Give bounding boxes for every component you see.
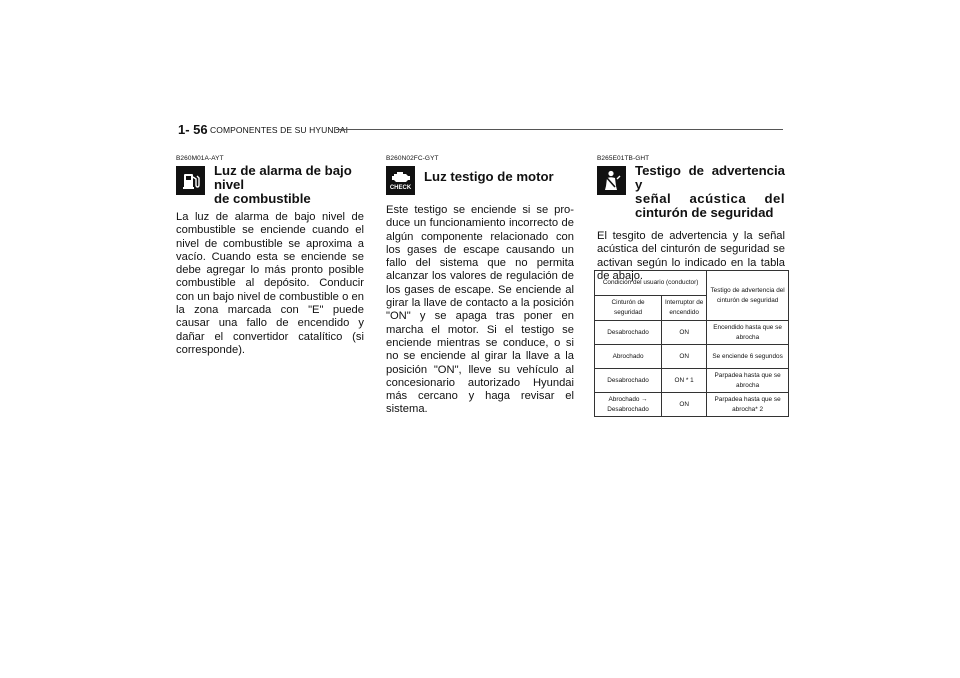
table-header-warning: Testigo de advertencia del cinturón de seguridad: [707, 271, 789, 321]
fuel-pump-icon: [176, 166, 205, 195]
section-body: Este testigo se enciende si se pro- duce un funcionamiento incorrecto de algún componente relacionado con los gases de escape causando un fallo del sistema que no permita alcanzar los valores de regulación de los gases de escape. Se enciende al girar la llave de contacto a la posición "ON" y se apaga tras poner en marcha el motor. Si el testigo se enciende mientras se conduce, o si no se enciende al girar la llave a la posición "ON", lleve su vehículo al concesionario autorizado Hyundai más cercano y haga revisar el sistema.: [386, 204, 574, 416]
table-row: [595, 321, 789, 345]
section-heading-row: [597, 164, 785, 220]
section-code: B260M01A-AYT: [176, 155, 224, 162]
table-cell: ON: [662, 321, 707, 345]
section-body: La luz de alarma de bajo nivel de combustible se enciende cuando el nivel de combustible se aproxima a vacío. Cuando esta se enciende se debe agregar lo más pronto posible combustible al depósito. Conducir con un bajo nivel de combustible o en la zona marcada con "E" puede causar una fallo de encendido y dañar el convertidor catalítico (si corresponde).: [176, 211, 364, 356]
table-cell: Parpadea hasta que se abrocha* 2: [707, 393, 789, 417]
section-title: COMPONENTES DE SU HYUNDAI: [210, 125, 349, 135]
table-row: [595, 345, 789, 369]
title-line: de combustible: [214, 191, 311, 206]
cell-line: Desabrochado: [607, 405, 649, 413]
title-line: Testigo de advertencia y: [635, 163, 785, 192]
section-heading-row: [386, 164, 574, 198]
table-row: [595, 369, 789, 393]
section-title: [214, 164, 364, 206]
section-code: B265E01TB-GHT: [597, 155, 650, 162]
table-cell: ON * 1: [662, 369, 707, 393]
check-label: CHECK: [389, 184, 412, 191]
section-code: B260N02FC-GYT: [386, 155, 439, 162]
table-header-ignition: Interruptor de encendido: [662, 296, 707, 321]
table-cell: Desabrochado: [595, 321, 662, 345]
table-cell: Parpadea hasta que se abrocha: [707, 369, 789, 393]
seat-belt-icon: [597, 166, 626, 195]
header-rule: [336, 129, 783, 130]
section-title: [424, 164, 574, 184]
section-title: [635, 164, 785, 220]
low-fuel-section: [176, 155, 364, 357]
title-line: cinturón de seguridad: [635, 205, 774, 220]
table-row: [595, 393, 789, 417]
title-line: señal acústica del: [635, 191, 785, 206]
table-cell: [595, 393, 662, 417]
title-line: Luz de alarma de bajo nivel: [214, 163, 352, 192]
table-header-group: Condición del usuario (conductor): [595, 271, 707, 296]
check-engine-section: [386, 155, 574, 417]
table-cell: Abrochado: [595, 345, 662, 369]
table-header-seatbelt: Cinturón de seguridad: [595, 296, 662, 321]
section-heading-row: [176, 164, 364, 206]
page-number: 1- 56: [178, 122, 208, 137]
check-engine-icon: [386, 166, 415, 195]
seat-belt-section: [597, 155, 785, 283]
cell-line: Abrochado →: [608, 395, 648, 403]
table-cell: Encendido hasta que se abrocha: [707, 321, 789, 345]
title-line: Luz testigo de motor: [424, 169, 554, 184]
table-cell: Se enciende 6 segundos: [707, 345, 789, 369]
section-body: El tesgito de advertencia y la señal acústica del cinturón de seguridad se activan según lo indicado en la tabla de abajo.: [597, 230, 785, 282]
seat-belt-table: [594, 270, 789, 417]
table-cell: ON: [662, 393, 707, 417]
table-cell: Desabrochado: [595, 369, 662, 393]
page-header: [178, 122, 783, 138]
table-cell: ON: [662, 345, 707, 369]
